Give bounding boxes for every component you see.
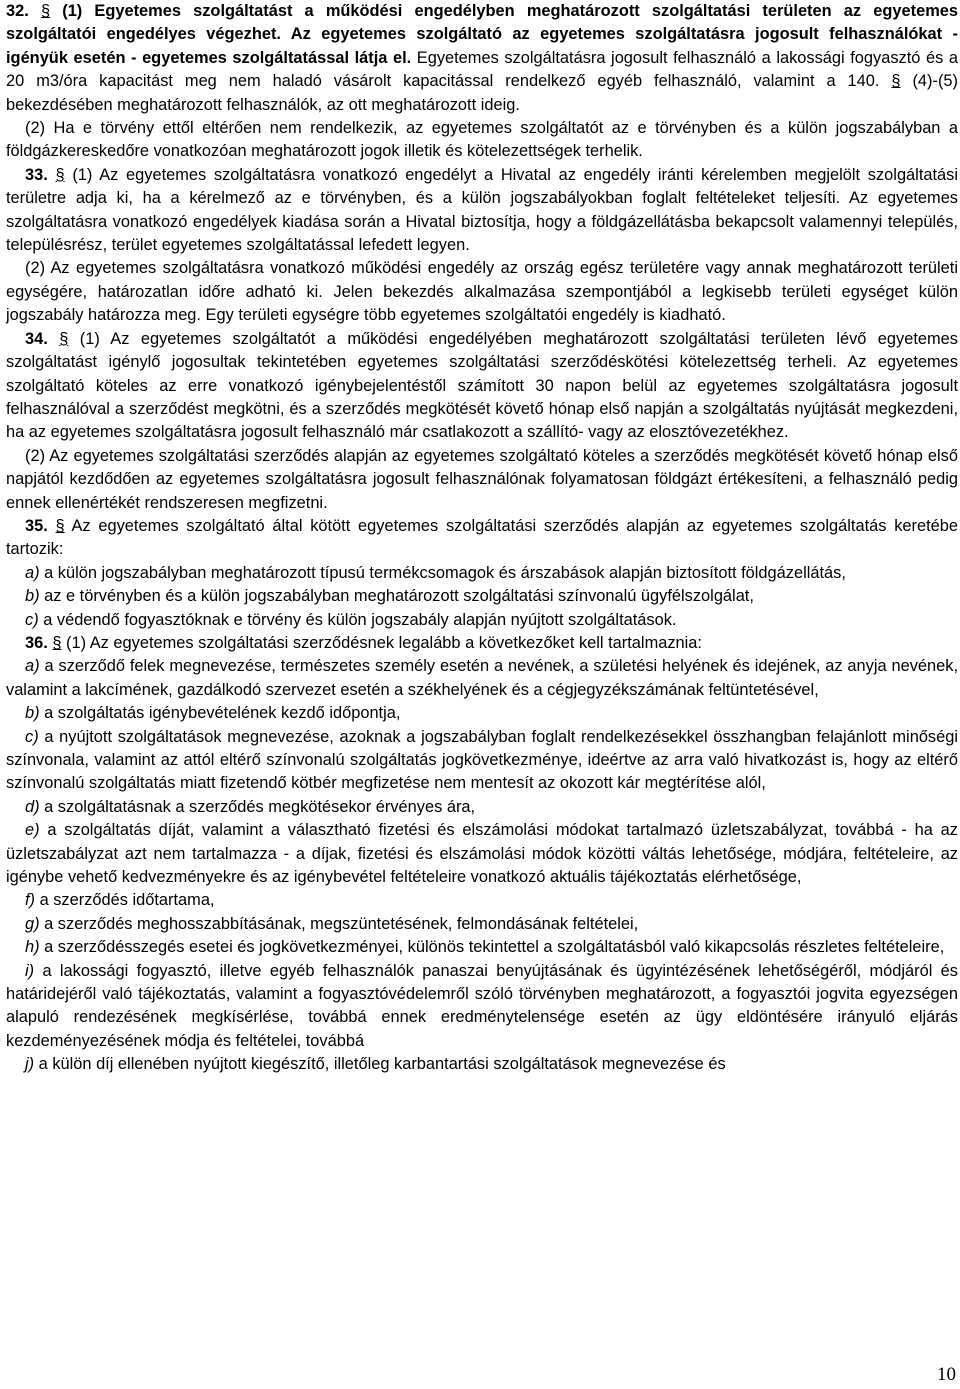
item-text: a szerződésszegés esetei és jogkövetkezményei, különös tekintettel a szolgáltatásból való kikapcsolás részletes feltételeire,	[39, 938, 945, 957]
list-item	[6, 726, 958, 796]
body-text: (1) Az egyetemes szolgáltatót a működési engedélyében meghatározott szolgáltatási területen lévő egyetemes szolgáltatást igénylő jogosultak tekintetében egyetemes szolgáltatási szerződéskötési kötelezettség terheli.	[6, 329, 958, 372]
section-32-paragraph-1	[6, 0, 958, 117]
bold-text: (1) Egyetemes szolgáltatást a működési engedélyben meghatározott szolgáltatási területen az egyetemes szolgáltatói engedélyes végezhet. Az egyetemes szolgáltató az egyetemes szolgáltatásra jogosult felhasználókat - igényük esetén - egyetemes szolgáltatással látja el.	[6, 2, 958, 67]
list-item	[6, 1053, 958, 1076]
list-item	[6, 889, 958, 912]
list-item	[6, 819, 958, 889]
item-text: a lakossági fogyasztó, illetve egyéb felhasználók panaszai benyújtásának és ügyintézésének lehetőségéről, módjáról és határidejéről való tájékoztatás, valamint a fogyasztóvédelemről szóló törvényben meghatározott, a fogyasztói jogvita egyezségen alapuló rendezésének megkísérlése, továbbá ennek eredménytelensége esetén az ügy eldöntésére irányuló eljárás kezdeményezésének módja és feltételei, továbbá	[6, 961, 958, 1050]
body-text: Az egyetemes szolgáltató által kötött egyetemes szolgáltatási szerződés alapján az egyetemes szolgáltatás keretébe tartozik:	[6, 516, 958, 559]
section-32-paragraph-2	[6, 117, 958, 164]
section-35-paragraph	[6, 515, 958, 562]
list-item	[6, 702, 958, 725]
item-letter: c)	[25, 727, 39, 746]
section-sign-link[interactable]: §	[40, 2, 51, 20]
section-sign-link[interactable]: §	[55, 165, 65, 184]
document-body	[6, 0, 958, 1077]
body-text: (2) Az egyetemes szolgáltatási szerződés alapján az egyetemes szolgáltató köteles a szerződés megkötését követő hónap első napjától kezdődően az egyetemes szolgáltatásra jogosult felhasználónak folyamatosan földgázt értékesíteni, a felhasználó pedig ennek ellenértékét rendszeresen megfizetni.	[6, 446, 958, 512]
section-number: 32.	[6, 2, 29, 20]
item-letter: g)	[25, 914, 40, 933]
section-34-paragraph-2	[6, 445, 958, 515]
item-letter: a)	[25, 657, 40, 676]
item-letter: a)	[25, 563, 40, 582]
section-36-paragraph	[6, 632, 958, 655]
body-text: (2) Az egyetemes szolgáltatásra vonatkozó működési engedély az ország egész területére vagy annak meghatározott területi egységére, határozatlan időre adható ki.	[6, 259, 958, 301]
body-text: (4)-(5) bekezdésében meghatározott felhasználók, az ott meghatározott ideig.	[6, 72, 958, 114]
body-text: Jelen bekezdés alkalmazása szempontjából a legkisebb területi egységet külön jogszabály határozza meg. Egy területi egységre több egyetemes szolgáltatói engedély is kiadható.	[6, 282, 958, 325]
list-item	[6, 609, 958, 632]
list-item	[6, 796, 958, 819]
section-33-paragraph-1	[6, 164, 958, 258]
section-number: 34.	[25, 329, 48, 348]
item-text: a nyújtott szolgáltatások megnevezése, azoknak a jogszabályban foglalt rendelkezésekkel összhangban felajánlott minőségi színvonala, valamint az attól eltérő színvonalú szolgáltatás jogkövetkezménye, ideértve az arra való hivatkozást is, hogy az eltérő színvonalú szolgáltatás miatt fizetendő kötbér megfizetése nem mentesít az okozott kár megtérítése alól,	[6, 727, 958, 793]
body-text: Az egyetemes szolgáltatásra vonatkozó engedélyek kiadása során a Hivatal biztosítja, hogy a földgázellátásba bekapcsolt valamennyi település, településrész, terület egyetemes szolgáltatással lefedett legyen.	[6, 189, 959, 255]
item-letter: e)	[25, 821, 40, 840]
item-text: a szolgáltatás igénybevételének kezdő időpontja,	[39, 704, 401, 723]
item-letter: i)	[25, 961, 35, 980]
item-letter: j)	[25, 1055, 35, 1074]
list-item	[6, 562, 958, 585]
section-number: 35.	[25, 516, 48, 535]
body-text: Az egyetemes szolgáltató köteles az erre vonatkozó igénybejelentéstől számított 30 napon belül az egyetemes szolgáltatásra jogosult felhasználóval a szerződést megkötni, és a szerződés megkötését követő hónap első napján a szolgáltatás nyújtását megkezdeni, ha az egyetemes szolgáltatásra jogosult felhasználó már csatlakozott a szállító- vagy az elosztóvezetékhez.	[6, 353, 958, 442]
section-number: 36.	[25, 633, 48, 652]
section-33-paragraph-2	[6, 257, 958, 327]
section-number: 33.	[25, 165, 48, 184]
item-text: a szerződő felek megnevezése, természetes személy esetén a nevének, a születési helyének és idejének, az anyja nevének, valamint a lakcímének, gazdálkodó szervezet esetén a székhelyének és a cégjegyzékszámának feltüntetésével,	[6, 657, 958, 699]
list-item	[6, 936, 958, 959]
item-letter: b)	[25, 587, 40, 606]
body-text: (2) Ha e törvény ettől eltérően nem rendelkezik, az egyetemes szolgáltatót az e törvényben és a külön jogszabályban a földgázkereskedőre vonatkozóan meghatározott jogok illetik és kötelezettségek terhelik.	[6, 119, 958, 161]
body-text: Egyetemes szolgáltatásra jogosult felhasználó a lakossági fogyasztó és a 20 m3/óra kapacitást meg nem haladó vásárolt kapacitással rendelkező egyéb felhasználó, valamint a 140.	[6, 48, 958, 91]
section-sign-link[interactable]: §	[59, 329, 69, 348]
section-sign-link[interactable]: §	[891, 72, 901, 91]
body-text: (1) Az egyetemes szolgáltatásra vonatkozó engedélyt a Hivatal az engedély iránti kérelemben megjelölt szolgáltatási területre adja ki, ha a kérelmező az e törvényben, és a külön jogszabályokban foglalt feltételeket teljesíti.	[6, 165, 958, 208]
item-letter: c)	[25, 610, 39, 629]
page-number: 10	[937, 1364, 956, 1385]
body-text: (1) Az egyetemes szolgáltatási szerződésnek legalább a következőket kell tartalmaznia:	[61, 633, 702, 652]
item-letter: h)	[25, 938, 40, 957]
item-text: a szerződés időtartama,	[35, 891, 215, 910]
section-34-paragraph-1	[6, 328, 958, 445]
item-text: a szolgáltatás díját, valamint a választható fizetési és elszámolási módokat tartalmazó üzletszabályzat, továbbá - ha az üzletszabályzat azt nem tartalmazza - a díjak, fizetési és elszámolási módok közötti váltás lehetősége, módjára, feltételeire, az igénybe vehető kedvezményekre és az igénybevétel feltételeire vonatkozó aktuális tájékoztatás elérhetősége,	[6, 821, 958, 887]
item-letter: f)	[25, 891, 36, 910]
list-item	[6, 960, 958, 1054]
list-item	[6, 585, 958, 608]
item-text: a szolgáltatásnak a szerződés megkötésekor érvényes ára,	[39, 797, 476, 816]
item-text: az e törvényben és a külön jogszabályban meghatározott szolgáltatási színvonalú ügyfélszolgálat,	[39, 587, 754, 606]
list-item	[6, 655, 958, 702]
section-sign-link[interactable]: §	[52, 633, 62, 652]
item-letter: d)	[25, 797, 40, 816]
section-sign-link[interactable]: §	[55, 516, 65, 535]
item-letter: b)	[25, 704, 40, 723]
item-text: a külön díj ellenében nyújtott kiegészítő, illetőleg karbantartási szolgáltatások megnevezése és	[34, 1055, 726, 1074]
item-text: a külön jogszabályban meghatározott típusú termékcsomagok és árszabások alapján biztosított földgázellátás,	[39, 563, 846, 582]
list-item	[6, 913, 958, 936]
item-text: a szerződés meghosszabbításának, megszüntetésének, felmondásának feltételei,	[39, 914, 639, 933]
item-text: a védendő fogyasztóknak e törvény és külön jogszabály alapján nyújtott szolgáltatások.	[38, 610, 677, 629]
